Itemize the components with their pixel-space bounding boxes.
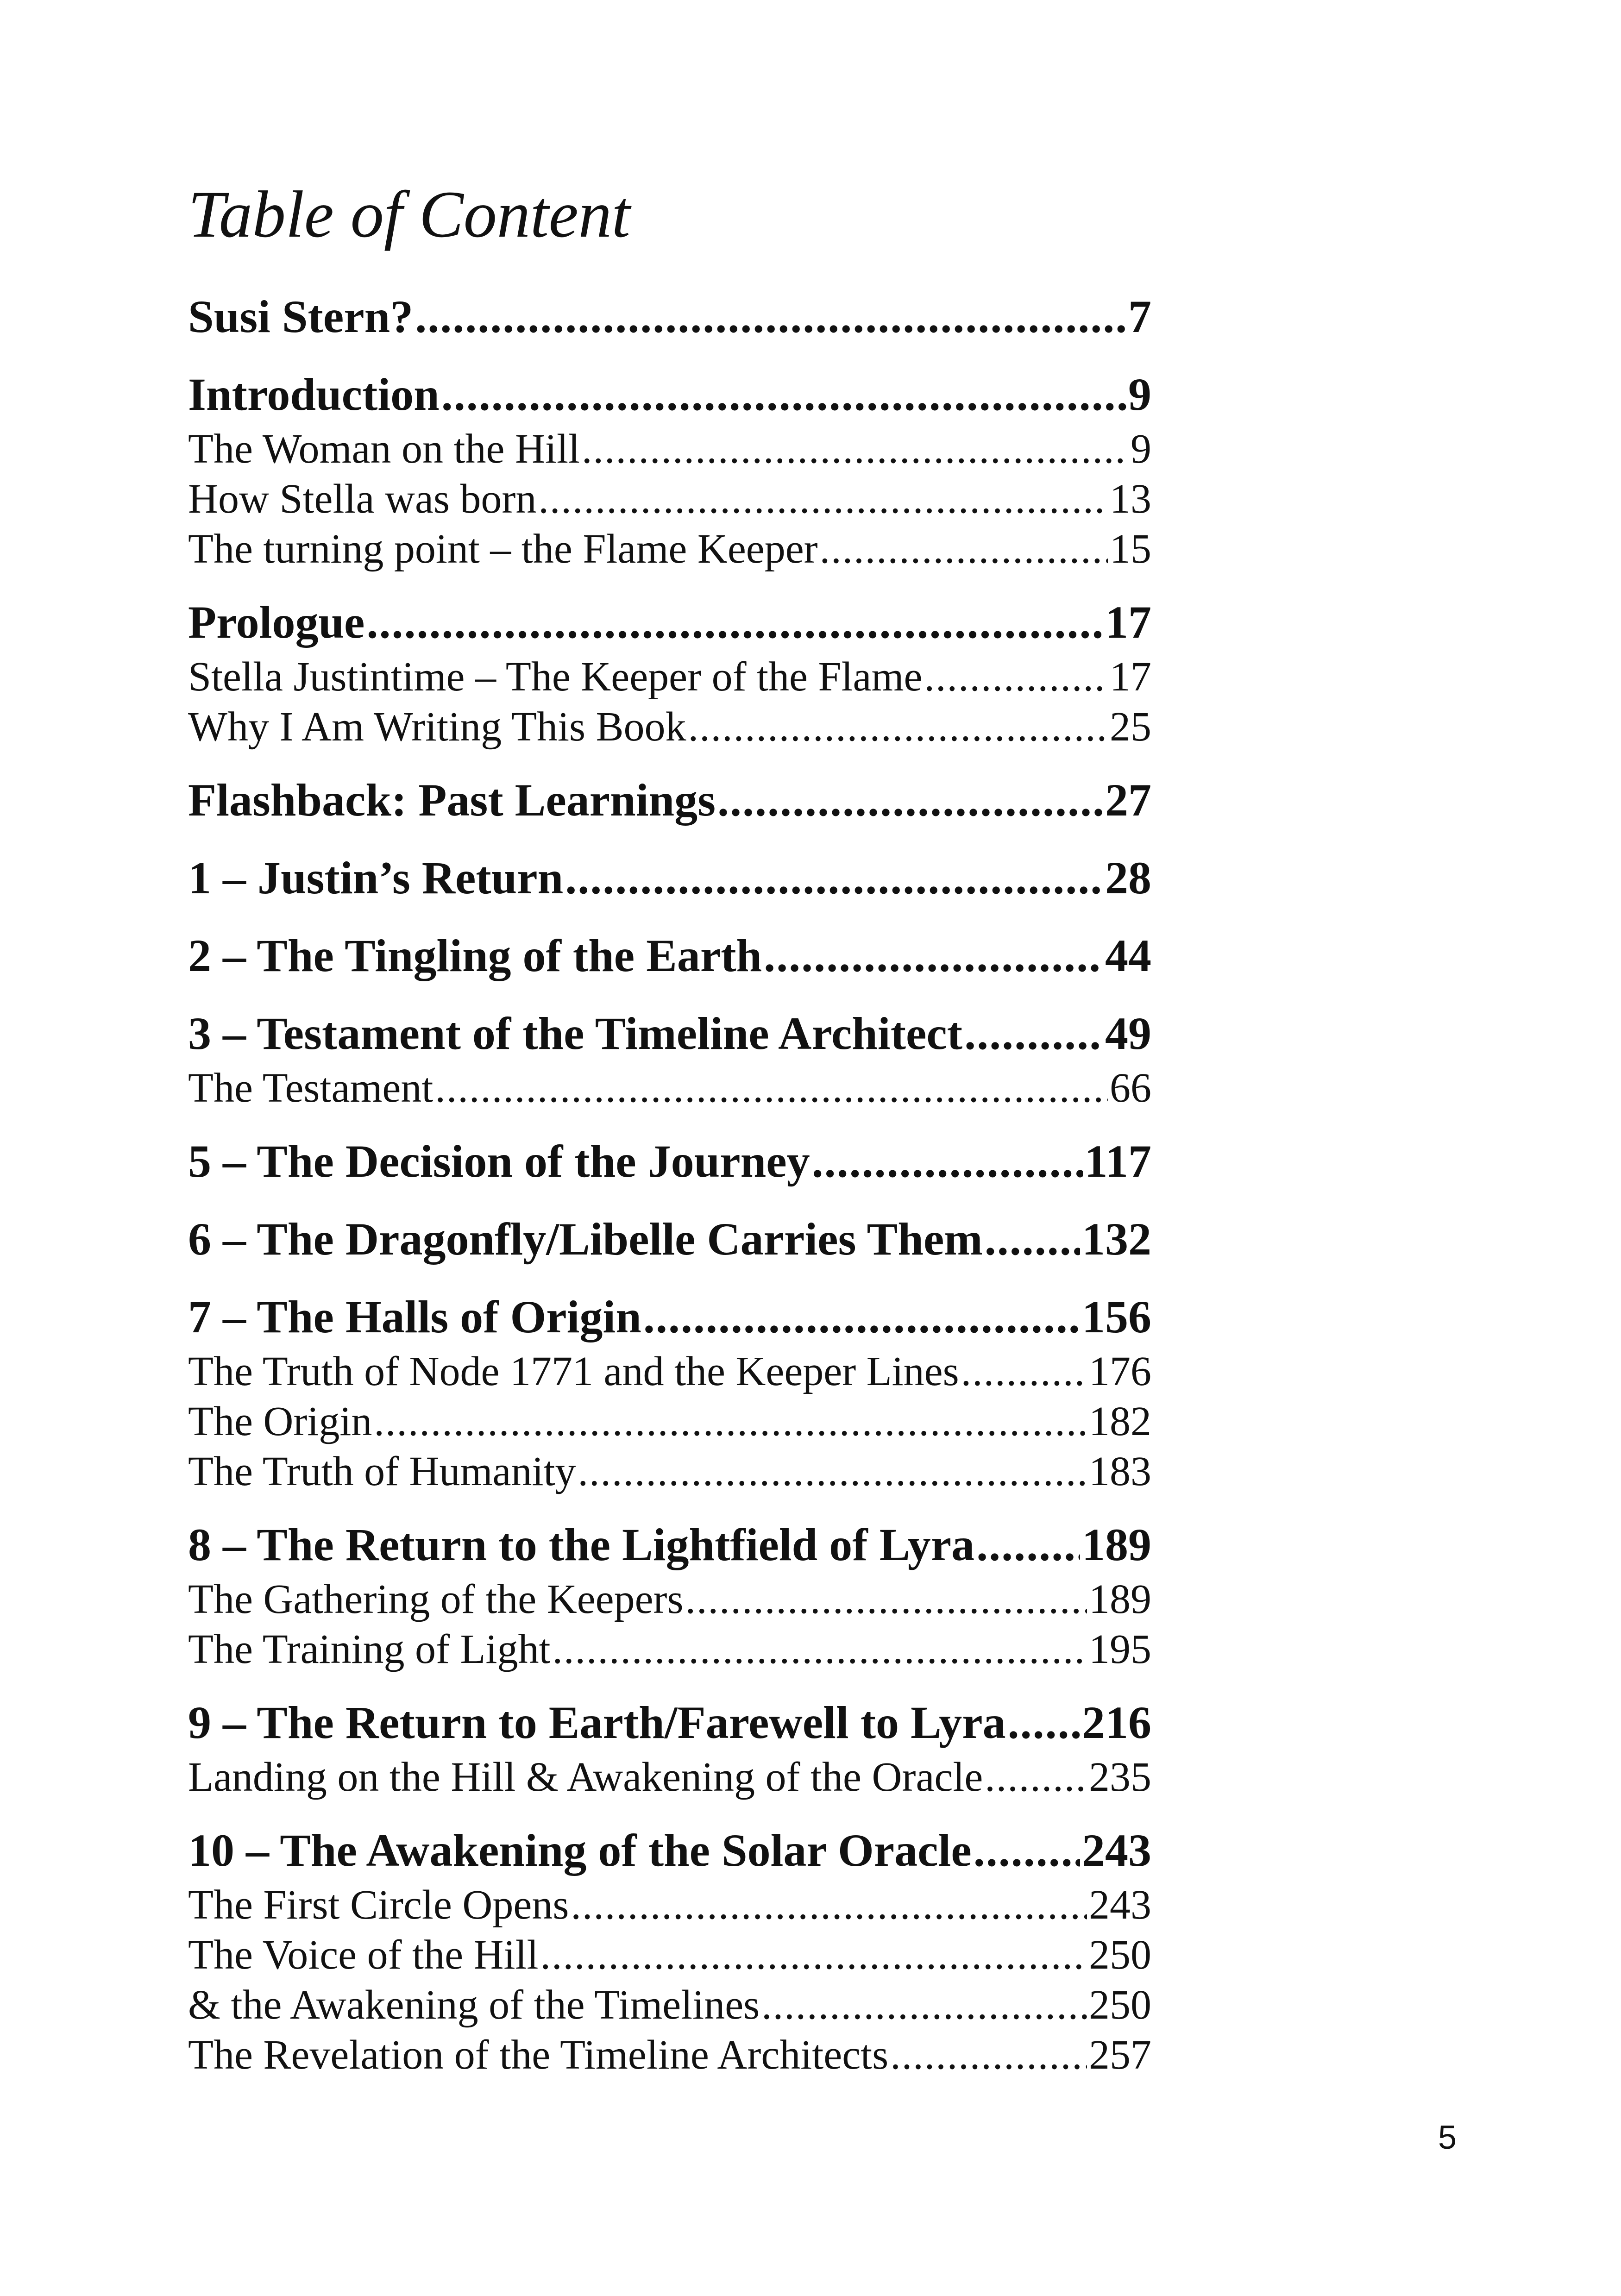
toc-chapter-introduction[interactable] — [188, 365, 1151, 424]
toc-entry-label: Why I Am Writing This Book — [188, 704, 686, 750]
toc-entry-label: 9 – The Return to Earth/Farewell to Lyra — [188, 1697, 1006, 1748]
toc-entry-label: The Revelation of the Timeline Architects — [188, 2032, 889, 2078]
toc-entry-page: 182 — [1089, 1399, 1151, 1444]
toc-chapter-1[interactable] — [188, 848, 1151, 908]
toc-entry-label: Susi Stern? — [188, 291, 414, 342]
toc-entry-label: The Origin — [188, 1399, 372, 1444]
dot-leader — [374, 1397, 1087, 1447]
dot-leader — [643, 1287, 1080, 1347]
toc-section-first-circle-opens[interactable] — [188, 1880, 1151, 1930]
dot-leader — [582, 424, 1129, 474]
toc-entry-page: 117 — [1084, 1135, 1151, 1187]
dot-leader — [974, 1821, 1080, 1880]
toc-section-stella-justintime[interactable] — [188, 652, 1151, 702]
toc-entry-page: 9 — [1128, 369, 1151, 420]
toc-entry-page: 17 — [1105, 596, 1151, 648]
toc-entry-page: 17 — [1110, 654, 1151, 700]
toc-entry-page: 44 — [1105, 930, 1151, 981]
toc-entry-label: The Testament — [188, 1065, 434, 1111]
toc-entry-page: 9 — [1131, 426, 1151, 472]
dot-leader — [688, 702, 1108, 752]
toc-entry-label: The Gathering of the Keepers — [188, 1576, 684, 1622]
toc-entry-page: 132 — [1082, 1213, 1151, 1265]
toc-section-the-testament[interactable] — [188, 1063, 1151, 1113]
toc-entry-label: 8 – The Return to the Lightfield of Lyra — [188, 1519, 975, 1570]
toc-entry-label: Stella Justintime – The Keeper of the Flame — [188, 654, 923, 700]
toc-entry-label: 1 – Justin’s Return — [188, 852, 564, 903]
toc-entry-page: 13 — [1110, 476, 1151, 522]
toc-section-voice-of-the-hill[interactable] — [188, 1930, 1151, 1980]
toc-entry-page: 27 — [1105, 774, 1151, 826]
dot-leader — [812, 1132, 1083, 1191]
dot-leader — [571, 1880, 1087, 1930]
toc-chapter-prologue[interactable] — [188, 593, 1151, 652]
toc-section-truth-of-humanity[interactable] — [188, 1447, 1151, 1497]
toc-entry-label: & the Awakening of the Timelines — [188, 1982, 760, 2028]
toc-section-turning-point[interactable] — [188, 524, 1151, 574]
dot-leader — [1008, 1693, 1080, 1752]
toc-section-revelation-of-architects[interactable] — [188, 2030, 1151, 2080]
dot-leader — [578, 1447, 1087, 1497]
toc-entry-label: Flashback: Past Learnings — [188, 774, 716, 826]
toc-chapter-susi-stern[interactable] — [188, 287, 1151, 346]
toc-entry-label: 10 – The Awakening of the Solar Oracle — [188, 1825, 972, 1876]
toc-chapter-7[interactable] — [188, 1287, 1151, 1347]
dot-leader — [441, 365, 1126, 424]
toc-entry-page: 189 — [1089, 1576, 1151, 1622]
toc-entry-page: 250 — [1089, 1932, 1151, 1978]
dot-leader — [415, 287, 1126, 346]
toc-entry-label: 2 – The Tingling of the Earth — [188, 930, 762, 981]
toc-entry-page: 243 — [1082, 1825, 1151, 1876]
toc-entry-label: The First Circle Opens — [188, 1882, 569, 1928]
table-of-contents — [188, 287, 1151, 2080]
toc-entry-page: 7 — [1128, 291, 1151, 342]
toc-entry-label: The turning point – the Flame Keeper — [188, 526, 818, 572]
dot-leader — [964, 1004, 1103, 1063]
toc-chapter-10[interactable] — [188, 1821, 1151, 1880]
toc-section-awakening-of-timelines[interactable] — [188, 1980, 1151, 2030]
toc-section-gathering-of-keepers[interactable] — [188, 1575, 1151, 1625]
toc-entry-page: 243 — [1089, 1882, 1151, 1928]
toc-chapter-3[interactable] — [188, 1004, 1151, 1063]
dot-leader — [717, 771, 1103, 830]
toc-entry-page: 189 — [1082, 1519, 1151, 1570]
toc-entry-label: Prologue — [188, 596, 365, 648]
dot-leader — [924, 652, 1108, 702]
dot-leader — [366, 593, 1103, 652]
dot-leader — [764, 926, 1103, 985]
toc-entry-label: 3 – Testament of the Timeline Architect — [188, 1008, 963, 1059]
toc-entry-label: The Woman on the Hill — [188, 426, 580, 472]
toc-entry-page: 183 — [1089, 1449, 1151, 1494]
dot-leader — [565, 848, 1103, 908]
toc-entry-label: 5 – The Decision of the Journey — [188, 1135, 810, 1187]
toc-section-landing-on-the-hill[interactable] — [188, 1752, 1151, 1802]
dot-leader — [761, 1980, 1087, 2030]
toc-entry-page: 25 — [1110, 704, 1151, 750]
page-number: 5 — [1438, 2119, 1457, 2156]
dot-leader — [961, 1347, 1087, 1397]
toc-chapter-9[interactable] — [188, 1693, 1151, 1752]
toc-entry-page: 250 — [1089, 1982, 1151, 2028]
dot-leader — [820, 524, 1108, 574]
dot-leader — [435, 1063, 1108, 1113]
toc-entry-label: The Truth of Node 1771 and the Keeper Lines — [188, 1349, 959, 1394]
page-title: Table of Content — [188, 178, 630, 251]
toc-section-why-i-am-writing[interactable] — [188, 702, 1151, 752]
toc-section-how-stella-was-born[interactable] — [188, 474, 1151, 524]
toc-entry-label: The Voice of the Hill — [188, 1932, 539, 1978]
toc-entry-page: 15 — [1110, 526, 1151, 572]
toc-entry-label: How Stella was born — [188, 476, 537, 522]
toc-entry-label: 7 – The Halls of Origin — [188, 1291, 641, 1342]
toc-section-woman-on-the-hill[interactable] — [188, 424, 1151, 474]
toc-entry-label: Landing on the Hill & Awakening of the Oracle — [188, 1754, 983, 1800]
toc-section-the-origin[interactable] — [188, 1397, 1151, 1447]
dot-leader — [685, 1575, 1087, 1625]
toc-entry-label: 6 – The Dragonfly/Libelle Carries Them — [188, 1213, 983, 1265]
toc-entry-page: 195 — [1089, 1626, 1151, 1672]
toc-chapter-8[interactable] — [188, 1515, 1151, 1575]
toc-entry-page: 216 — [1082, 1697, 1151, 1748]
dot-leader — [538, 474, 1108, 524]
toc-section-training-of-light[interactable] — [188, 1625, 1151, 1675]
toc-entry-label: The Truth of Humanity — [188, 1449, 576, 1494]
toc-entry-page: 49 — [1105, 1008, 1151, 1059]
toc-chapter-flashback[interactable] — [188, 771, 1151, 830]
toc-chapter-2[interactable] — [188, 926, 1151, 985]
dot-leader — [890, 2030, 1087, 2080]
toc-entry-page: 66 — [1110, 1065, 1151, 1111]
toc-entry-page: 176 — [1089, 1349, 1151, 1394]
toc-entry-label: The Training of Light — [188, 1626, 551, 1672]
dot-leader — [985, 1752, 1087, 1802]
toc-chapter-6[interactable] — [188, 1210, 1151, 1269]
dot-leader — [976, 1515, 1080, 1575]
toc-entry-page: 257 — [1089, 2032, 1151, 2078]
dot-leader — [985, 1210, 1080, 1269]
toc-entry-page: 156 — [1082, 1291, 1151, 1342]
dot-leader — [553, 1625, 1087, 1675]
toc-section-truth-of-node-1771[interactable] — [188, 1347, 1151, 1397]
toc-entry-label: Introduction — [188, 369, 440, 420]
dot-leader — [540, 1930, 1087, 1980]
toc-chapter-5[interactable] — [188, 1132, 1151, 1191]
toc-entry-page: 28 — [1105, 852, 1151, 903]
toc-entry-page: 235 — [1089, 1754, 1151, 1800]
